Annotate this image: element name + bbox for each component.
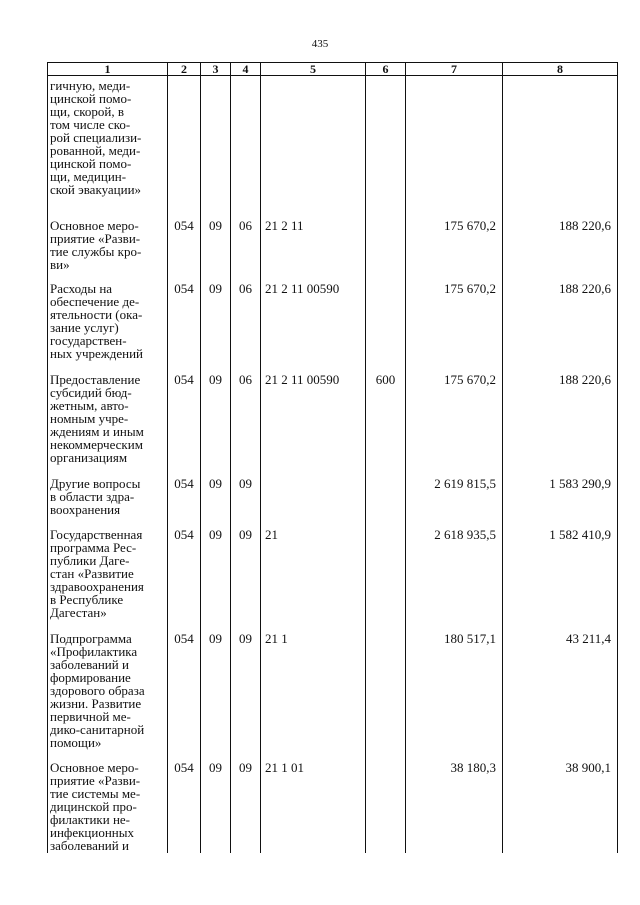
row-sum-year1: 38 180,3: [406, 761, 503, 853]
page-number: 435: [311, 38, 329, 50]
row-subsection: 09: [231, 477, 261, 528]
row-description: Подпрограмма «Профилактика заболеваний и формирование здорового образа жизни. Развитие первичной ме- дико-санитарной помощи»: [50, 630, 145, 750]
row-subsection: 06: [231, 282, 261, 373]
row-subsection: 06: [231, 219, 261, 282]
row-target-code: 21: [261, 528, 366, 632]
row-section: 09: [201, 373, 231, 477]
column-header-5: 5: [261, 63, 366, 76]
row-description: Предоставление субсидий бюд- жетным, авто- номным учре- ждениям и иным некоммерческим организациям: [50, 371, 144, 465]
row-section: 09: [201, 282, 231, 373]
row-description: гичную, меди- цинской помо- щи, скорой, в том числе ско- рой специализи- рованной, меди- цинской помо- щи, медицин- ской эвакуации»: [50, 78, 142, 197]
row-section: 09: [201, 477, 231, 528]
column-header-1: 1: [48, 63, 168, 76]
row-sum-year2: 1 582 410,9: [503, 528, 618, 632]
row-target-code: 21 1: [261, 632, 366, 761]
row-subsection: 09: [231, 632, 261, 761]
row-sum-year1: 2 619 815,5: [406, 477, 503, 528]
row-description: Основное меро- приятие «Разви- тие системы ме- дицинской про- филактики не- инфекционных заболеваний и: [50, 759, 141, 853]
row-subsection: 06: [231, 373, 261, 477]
row-expense-type: [366, 219, 406, 282]
row-section: 09: [201, 219, 231, 282]
column-header-3: 3: [201, 63, 231, 76]
row-admin-code: 054: [168, 282, 201, 373]
row-subsection: 09: [231, 528, 261, 632]
row-sum-year2: 43 211,4: [503, 632, 618, 761]
row-admin-code: 054: [168, 477, 201, 528]
row-description: Государственная программа Рес- публики Даге- стан «Развитие здравоохранения в Республике Дагестан»: [50, 526, 144, 620]
row-sum-year1: 180 517,1: [406, 632, 503, 761]
table-row: [48, 76, 618, 219]
column-header-2: 2: [168, 63, 201, 76]
column-header-4: 4: [231, 63, 261, 76]
row-expense-type: [366, 761, 406, 853]
row-expense-type: 600: [366, 373, 406, 477]
row-admin-code: 054: [168, 632, 201, 761]
row-sum-year2: 1 583 290,9: [503, 477, 618, 528]
column-header-7: 7: [406, 63, 503, 76]
table-row: [48, 632, 618, 761]
row-expense-type: [366, 282, 406, 373]
row-sum-year1: 175 670,2: [406, 282, 503, 373]
row-description: Основное меро- приятие «Разви- тие службы кро- ви»: [50, 217, 142, 272]
row-sum-year2: 188 220,6: [503, 373, 618, 477]
row-target-code: 21 2 11 00590: [261, 282, 366, 373]
row-expense-type: [366, 528, 406, 632]
header-row: [48, 63, 618, 76]
table-row: [48, 477, 618, 528]
row-target-code: 21 1 01: [261, 761, 366, 853]
table-row: [48, 761, 618, 853]
column-header-8: 8: [503, 63, 618, 76]
row-target-code: 21 2 11: [261, 219, 366, 282]
row-sum-year1: 2 618 935,5: [406, 528, 503, 632]
row-description: Другие вопросы в области здра- воохранения: [50, 475, 141, 517]
row-admin-code: 054: [168, 528, 201, 632]
row-section: 09: [201, 761, 231, 853]
table-row: [48, 373, 618, 477]
row-section: 09: [201, 632, 231, 761]
row-sum-year1: 175 670,2: [406, 219, 503, 282]
row-sum-year1: 175 670,2: [406, 373, 503, 477]
row-target-code: [261, 477, 366, 528]
row-expense-type: [366, 477, 406, 528]
row-sum-year2: 38 900,1: [503, 761, 618, 853]
row-sum-year2: 188 220,6: [503, 282, 618, 373]
row-expense-type: [366, 632, 406, 761]
row-section: 09: [201, 528, 231, 632]
table-row: [48, 219, 618, 282]
column-header-6: 6: [366, 63, 406, 76]
table-row: [48, 528, 618, 632]
table-row: [48, 282, 618, 373]
row-target-code: 21 2 11 00590: [261, 373, 366, 477]
row-description: Расходы на обеспечение де- ятельности (ока- зание услуг) государствен- ных учреждений: [50, 280, 143, 361]
row-subsection: 09: [231, 761, 261, 853]
row-admin-code: 054: [168, 219, 201, 282]
budget-table: [47, 62, 618, 853]
row-admin-code: 054: [168, 761, 201, 853]
row-sum-year2: 188 220,6: [503, 219, 618, 282]
row-admin-code: 054: [168, 373, 201, 477]
